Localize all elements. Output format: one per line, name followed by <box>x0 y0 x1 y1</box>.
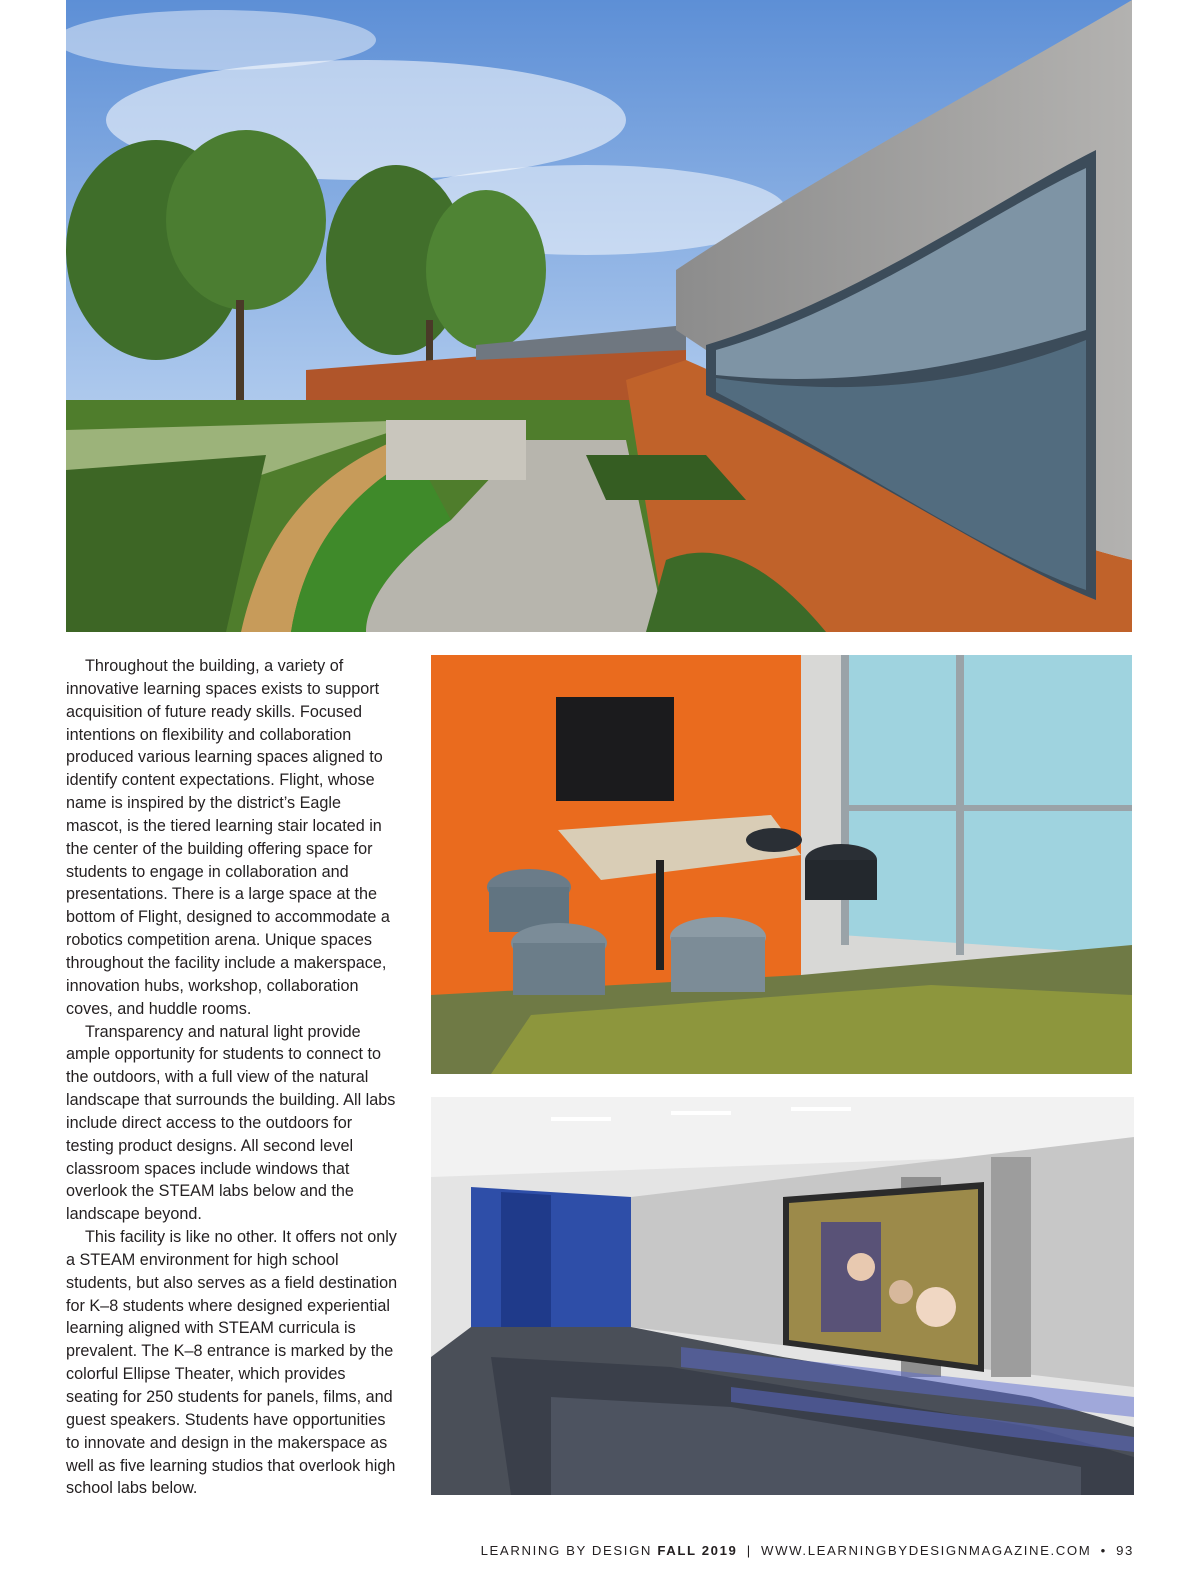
ellipse-theater-photo <box>431 1097 1134 1495</box>
huddle-room-image <box>431 655 1132 1074</box>
page-footer <box>481 1543 1134 1558</box>
footer-divider: | <box>746 1543 752 1558</box>
huddle-room-photo <box>431 655 1132 1074</box>
building-exterior-photo <box>66 0 1132 632</box>
footer-bullet: • <box>1100 1543 1107 1558</box>
issue-label: FALL 2019 <box>657 1543 738 1558</box>
article-paragraph: This facility is like no other. It offers not only a STEAM environment for high school students, but also serves as a field destination for K–8 students where designed experiential learning aligned with STEAM curricula is prevalent. The K–8 entrance is marked by the colorful Ellipse Theater, which provides seating for 250 students for panels, films, and guest speakers. Students have opportunities to innovate and design in the makerspace as well as five learning studios that overlook high school labs below. <box>66 1228 398 1498</box>
page-number: 93 <box>1116 1543 1134 1558</box>
building-exterior-image <box>66 0 1132 632</box>
article-paragraph: Throughout the building, a variety of innovative learning spaces exists to support acquisition of future ready skills. Focused intentions on flexibility and collaboration produced various learning spaces aligned to identify content expectations. Flight, whose name is inspired by the district’s Eagle mascot, is the tiered learning stair located in the center of the building offering space for students to engage in collaboration and presentations. There is a large space at the bottom of Flight, designed to accommodate a robotics competition arena. Unique spaces throughout the facility include a makerspace, innovation hubs, workshop, collaboration coves, and huddle rooms. <box>66 657 390 1018</box>
magazine-name: LEARNING BY DESIGN <box>480 1543 653 1558</box>
website-link[interactable]: WWW.LEARNINGBYDESIGNMAGAZINE.COM <box>761 1543 1092 1558</box>
article-paragraph: Transparency and natural light provide ample opportunity for students to connect to the outdoors, with a full view of the natural landscape that surrounds the building. All labs include direct access to the outdoors for testing product designs. All second level classroom spaces include windows that overlook the STEAM labs below and the landscape beyond. <box>66 1022 396 1224</box>
ellipse-theater-image <box>431 1097 1134 1495</box>
article-body <box>66 655 401 1500</box>
